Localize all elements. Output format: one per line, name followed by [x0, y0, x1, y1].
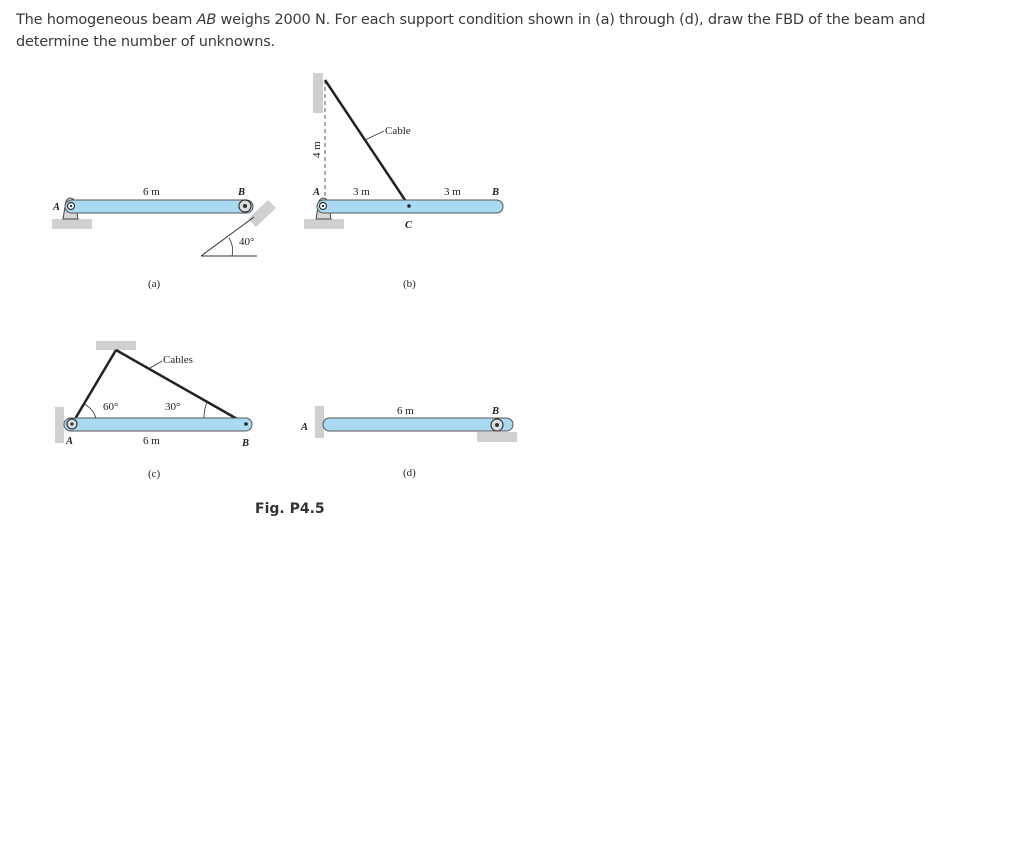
panel-c-caption: (c): [148, 468, 161, 480]
panel-b-label-c: C: [405, 220, 413, 231]
panel-c-length: 6 m: [143, 435, 160, 447]
panel-d-beam: [323, 418, 513, 431]
panel-b: [304, 73, 503, 290]
problem-beam-name: AB: [196, 12, 217, 28]
panel-a-beam: [65, 200, 253, 213]
panel-d-label-b: B: [492, 406, 500, 417]
panel-b-label-a: A: [313, 187, 321, 198]
panel-b-span1: 3 m: [353, 186, 370, 198]
problem-text-end: weighs 2000 N. For each support condition shown in (a) through (d), draw the FBD of the beam and determine the number of unknowns.: [16, 12, 926, 50]
panel-d-label-a: A: [301, 422, 309, 433]
panel-c-ceiling: [96, 341, 136, 350]
panel-b-ground: [304, 219, 344, 229]
panel-a-caption: (a): [148, 278, 161, 290]
panel-d-wall: [315, 406, 324, 438]
panel-d: [300, 405, 517, 479]
panel-c-label-a: A: [66, 436, 74, 447]
panel-b-height: 4 m: [311, 141, 323, 158]
panel-d-length: 6 m: [397, 405, 414, 417]
panel-c-beam: [64, 418, 252, 431]
panel-c-angle-60: 60°: [103, 401, 119, 413]
problem-text-start: The homogeneous beam: [16, 12, 197, 28]
panel-b-span2: 3 m: [444, 186, 461, 198]
panel-d-caption: (d): [403, 467, 416, 479]
panel-a-label-b: B: [238, 187, 246, 198]
panel-c-wall: [55, 407, 64, 443]
panel-b-cable-label: Cable: [385, 125, 411, 137]
panel-b-label-b: B: [492, 187, 500, 198]
panel-c-cables-label: Cables: [163, 354, 193, 366]
panel-a-label-a: A: [53, 202, 61, 213]
panel-c-label-b: B: [242, 438, 250, 449]
panel-b-caption: (b): [403, 278, 416, 290]
panel-d-ground: [477, 432, 517, 442]
figure-caption: Fig. P4.5: [255, 501, 325, 517]
panel-c-angle-30: 30°: [165, 401, 181, 413]
panel-a-length: 6 m: [143, 186, 160, 198]
panel-a-angle: 40°: [239, 236, 255, 248]
panel-b-wall: [313, 73, 323, 113]
panel-a-ground: [52, 219, 92, 229]
panel-c: [55, 341, 252, 480]
panel-a: [52, 186, 276, 290]
